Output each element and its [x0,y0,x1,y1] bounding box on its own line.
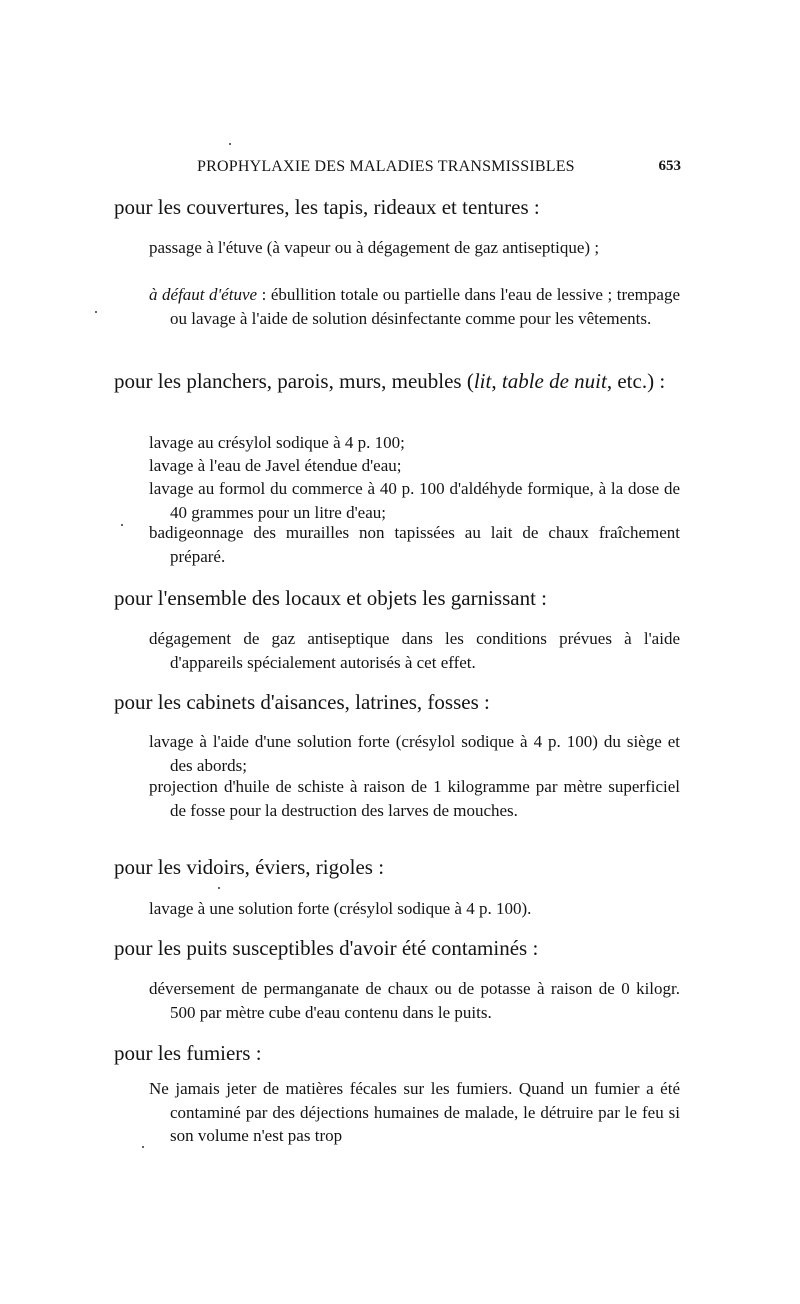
item-emphasis: à défaut d'étuve [149,285,258,304]
heading-text: pour les planchers, parois, murs, meubles ( [114,369,474,393]
item-text: : ébullition totale ou partielle dans l'eau de lessive ; trempage ou lavage à l'aide de solution désinfectante comme pour les vêtements. [170,285,680,328]
scan-speck [142,1146,144,1148]
list-item: badigeonnage des murailles non tapissées au lait de chaux fraîchement préparé. [149,523,680,566]
section-heading-locaux: pour l'ensemble des locaux et objets les garnissant : [114,586,548,610]
page-header [197,158,681,180]
section-heading-cabinets: pour les cabinets d'aisances, latrines, fosses : [114,690,490,714]
heading-text: , etc.) : [606,369,666,393]
list-item: lavage à l'aide d'une solution forte (crésylol sodique à 4 p. 100) du siège et des abords; [149,732,680,775]
section-heading-fumiers: pour les fumiers : [114,1041,262,1065]
scan-speck [229,143,231,145]
page-number: 653 [658,158,681,174]
list-item: dégagement de gaz antiseptique dans les conditions prévues à l'aide d'appareils spécialement autorisés à cet effet. [149,629,680,672]
list-item [149,283,680,330]
list-item: lavage à une solution forte (crésylol sodique à 4 p. 100). [149,899,532,918]
list-item: lavage au formol du commerce à 40 p. 100 d'aldéhyde formique, à la dose de 40 grammes pour un litre d'eau; [149,479,680,522]
section-heading-planchers [114,367,684,395]
list-item: lavage au crésylol sodique à 4 p. 100; [149,433,405,452]
section-heading-couvertures: pour les couvertures, les tapis, rideaux et tentures : [114,195,540,219]
list-item: déversement de permanganate de chaux ou de potasse à raison de 0 kilogr. 500 par mètre cube d'eau contenu dans le puits. [149,979,680,1022]
scan-speck [95,311,97,313]
scan-speck [218,887,220,889]
heading-emphasis: lit [473,369,492,393]
heading-emphasis: table de nuit [501,369,607,393]
section-heading-vidoirs: pour les vidoirs, éviers, rigoles : [114,855,385,879]
running-title: PROPHYLAXIE DES MALADIES TRANSMISSIBLES [197,158,575,175]
list-item: lavage à l'eau de Javel étendue d'eau; [149,456,402,475]
list-item: Ne jamais jeter de matières fécales sur les fumiers. Quand un fumier a été contaminé par des déjections humaines de malade, le détruire par le feu si son volume n'est pas trop [149,1079,680,1145]
list-item: passage à l'étuve (à vapeur ou à dégagement de gaz antiseptique) ; [149,238,600,257]
scan-speck [121,524,123,526]
heading-text: , [491,369,502,393]
section-heading-puits: pour les puits susceptibles d'avoir été contaminés : [114,936,539,960]
list-item: projection d'huile de schiste à raison de 1 kilogramme par mètre superficiel de fosse pour la destruction des larves de mouches. [149,777,680,820]
